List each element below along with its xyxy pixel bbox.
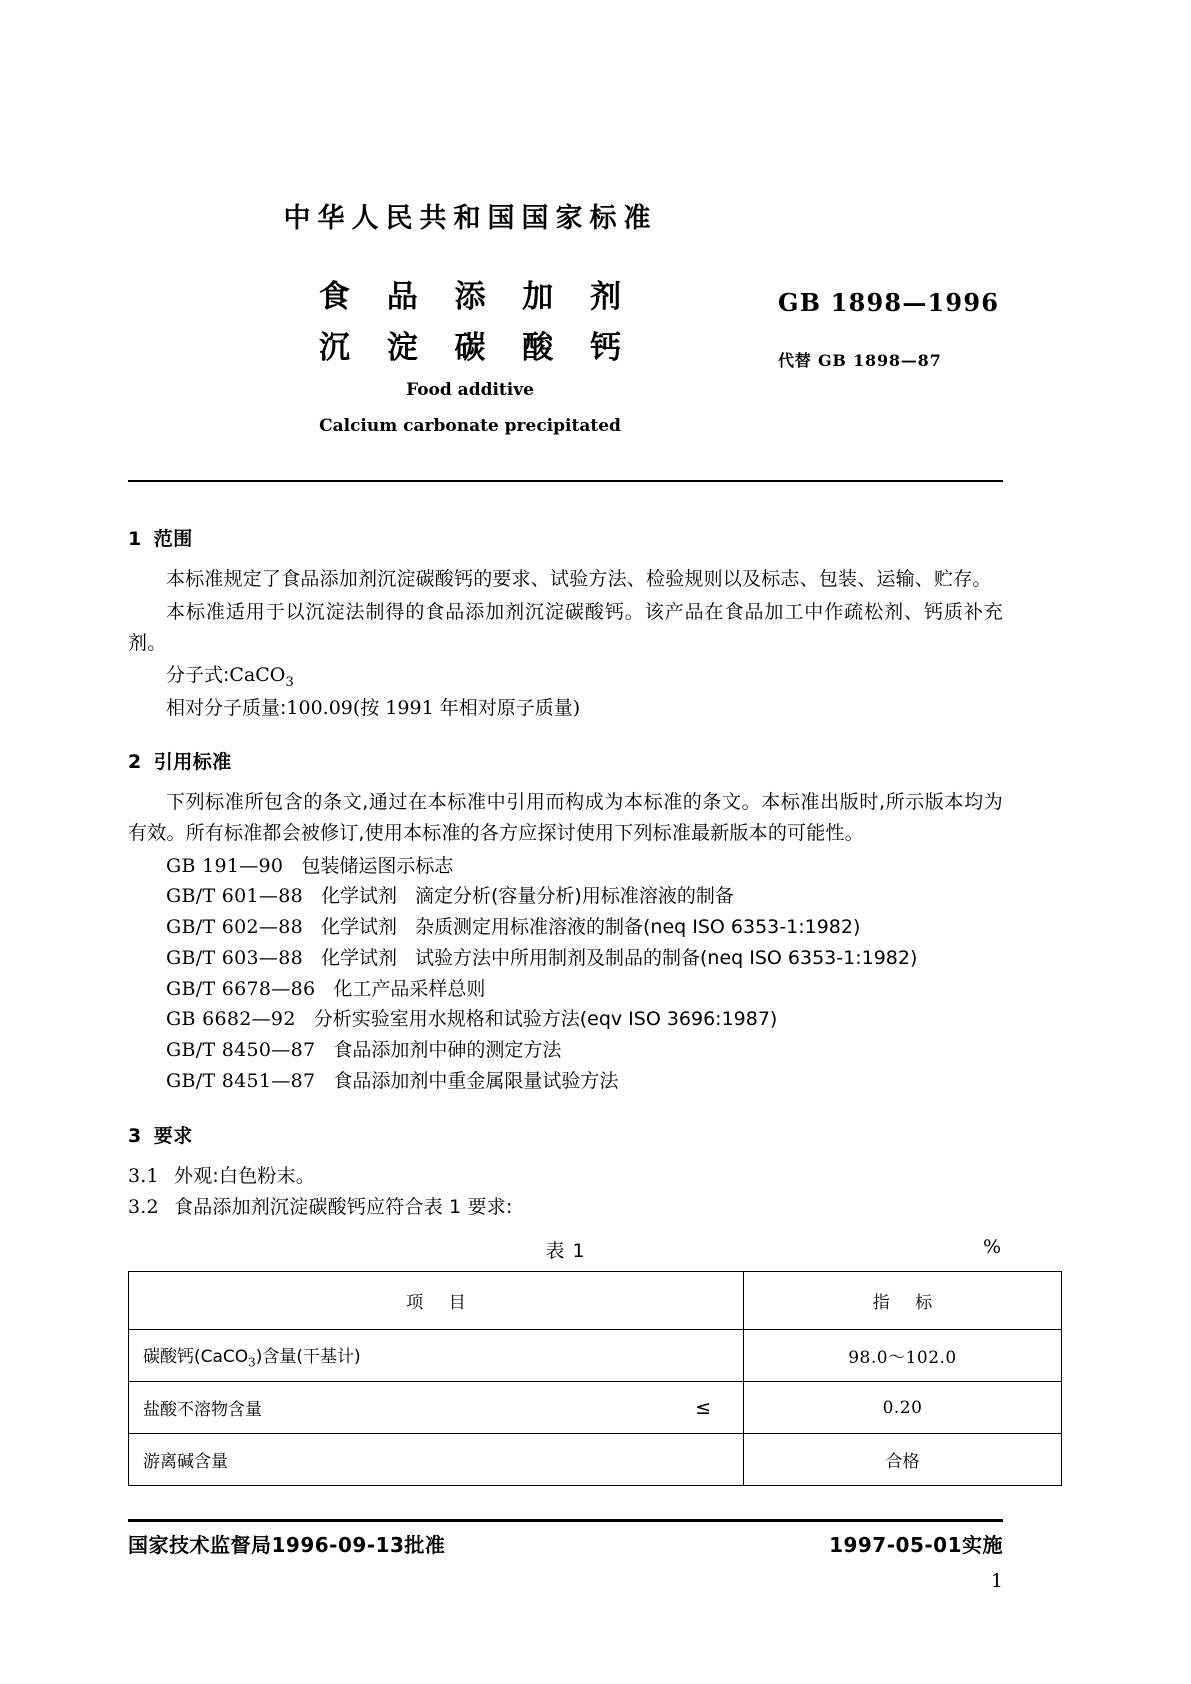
molecular-formula-line — [128, 660, 1003, 693]
standard-replaces: 代替 GB 1898—87 — [778, 351, 942, 370]
table-caption: 表 1 — [545, 1240, 586, 1263]
english-title-line2: Calcium carbonate precipitated — [319, 415, 621, 436]
reference-code: GB/T 6678—86 — [166, 977, 316, 1000]
table-header-index — [744, 1272, 1062, 1330]
molecular-formula-label: 分子式: — [166, 664, 230, 687]
reference-item — [128, 943, 1003, 974]
table-header-row — [129, 1272, 1062, 1330]
table-header-index-label: 指 标 — [872, 1293, 943, 1314]
table-row — [129, 1382, 1062, 1434]
english-title-block — [230, 378, 710, 439]
reference-code: GB/T 602—88 — [166, 916, 303, 939]
header-divider — [128, 480, 1003, 482]
reference-title: 化学试剂 — [321, 946, 398, 969]
page-title-line1: 食 品 添 加 剂 — [318, 279, 635, 315]
reference-subtitle: 杂质测定用标准溶液的制备(neq ISO 6353-1:1982) — [415, 916, 861, 939]
clause-1-paragraph-2: 本标准适用于以沉淀法制得的食品添加剂沉淀碳酸钙。该产品在食品加工中作疏松剂、钙质补充剂。 — [128, 600, 1003, 654]
reference-title: 食品添加剂中重金属限量试验方法 — [333, 1070, 619, 1092]
table-unit-label: % — [982, 1236, 1001, 1259]
reference-code: GB/T 603—88 — [166, 946, 303, 969]
national-standard-label: 中华人民共和国国家标准 — [283, 203, 658, 234]
clause-2-title: 引用标准 — [153, 751, 232, 774]
clause-3-heading — [128, 1121, 1003, 1148]
table-cell-item — [129, 1330, 744, 1382]
reference-code: GB/T 8450—87 — [166, 1039, 316, 1062]
table-cell-item — [129, 1434, 744, 1486]
reference-title: 包装储运图示标志 — [301, 854, 454, 877]
table-item-name: 游离碱含量 — [143, 1452, 228, 1473]
relative-molecular-mass-line — [128, 693, 1003, 723]
reference-title: 化学试剂 — [321, 916, 398, 939]
clause-2-number: 2 — [128, 751, 142, 774]
reference-item — [128, 974, 1003, 1005]
reference-title: 分析实验室用水规格和试验方法(eqv ISO 3696:1987) — [313, 1008, 778, 1031]
page-number: 1 — [990, 1570, 1003, 1592]
clause-1-title: 范围 — [153, 528, 193, 550]
reference-code: GB/T 601—88 — [166, 885, 303, 908]
table-cell-value: 98.0～102.0 — [744, 1330, 1062, 1382]
document-body — [128, 524, 1003, 1486]
table-cell-value: 0.20 — [744, 1382, 1062, 1434]
footer-approval: 国家技术监督局1996-09-13批准 — [128, 1533, 446, 1557]
reference-item — [128, 1066, 1003, 1097]
clause-3-2-number: 3.2 — [128, 1195, 159, 1218]
clause-3-2 — [128, 1192, 1003, 1223]
clause-1-number: 1 — [128, 528, 142, 550]
standard-number: GB 1898—1996 — [778, 288, 1000, 317]
reference-item — [128, 1004, 1003, 1035]
masthead — [0, 196, 1191, 235]
page-title-line2: 沉 淀 碳 酸 钙 — [318, 330, 635, 367]
clause-1-heading — [128, 524, 1003, 551]
molecular-formula-value: CaCO — [229, 664, 286, 687]
clause-3-2-text: 食品添加剂沉淀碳酸钙应符合表 1 要求: — [174, 1195, 513, 1218]
table-cell-item — [129, 1382, 744, 1434]
clause-3-1-text: 外观:白色粉末。 — [174, 1164, 316, 1187]
clause-3-1-number: 3.1 — [128, 1164, 159, 1187]
table-row — [129, 1330, 1062, 1382]
table-item-name: 盐酸不溶物含量 — [143, 1400, 262, 1421]
clause-1-paragraph-1: 本标准规定了食品添加剂沉淀碳酸钙的要求、试验方法、检验规则以及标志、包装、运输、贮存。 — [166, 568, 992, 590]
table-item-name: 碳酸钙(CaCO — [143, 1347, 249, 1368]
table-header-item-label: 项 目 — [406, 1293, 476, 1314]
table-row — [129, 1434, 1062, 1486]
reference-subtitle: 滴定分析(容量分析)用标准溶液的制备 — [415, 885, 734, 908]
reference-title: 食品添加剂中砷的测定方法 — [333, 1039, 562, 1062]
reference-code: GB 191—90 — [166, 854, 284, 877]
reference-item — [128, 851, 1003, 882]
clause-2-heading — [128, 747, 1003, 774]
reference-title: 化工产品采样总则 — [333, 977, 486, 1000]
reference-item — [128, 1035, 1003, 1066]
relative-molecular-mass-label: 相对分子质量: — [166, 697, 287, 720]
footer-implementation: 1997-05-01实施 — [829, 1533, 1003, 1557]
page-footer — [128, 1529, 1003, 1558]
table-item-subscript: 3 — [248, 1355, 256, 1370]
relative-molecular-mass-value: 100.09(按 1991 年相对原子质量) — [286, 697, 581, 720]
reference-item — [128, 912, 1003, 943]
specification-table-wrapper — [128, 1236, 1003, 1486]
reference-subtitle: 试验方法中所用制剂及制品的制备(neq ISO 6353-1:1982) — [415, 946, 918, 969]
reference-item — [128, 881, 1003, 912]
reference-title: 化学试剂 — [321, 885, 398, 908]
document-title-block — [230, 272, 710, 374]
table-item-name-rest: )含量(干基计) — [255, 1347, 361, 1368]
reference-code: GB/T 8451—87 — [166, 1070, 316, 1092]
clause-3-1 — [128, 1161, 1003, 1192]
reference-code: GB 6682—92 — [166, 1008, 296, 1031]
molecular-formula-subscript: 3 — [285, 675, 294, 691]
table-operator: ≤ — [695, 1396, 711, 1419]
table-cell-value: 合格 — [744, 1434, 1062, 1486]
specification-table — [128, 1271, 1062, 1486]
clause-3-title: 要求 — [153, 1124, 193, 1147]
clause-2-paragraph-1: 下列标准所包含的条文,通过在本标准中引用而构成为本标准的条文。本标准出版时,所示版本均为有效。所有标准都会被修订,使用本标准的各方应探讨使用下列标准最新版本的可能性。 — [128, 791, 1003, 844]
footer-divider — [128, 1519, 1003, 1522]
clause-3-number: 3 — [128, 1124, 142, 1147]
table-header-item — [129, 1272, 744, 1330]
english-title-line1: Food additive — [406, 380, 534, 400]
